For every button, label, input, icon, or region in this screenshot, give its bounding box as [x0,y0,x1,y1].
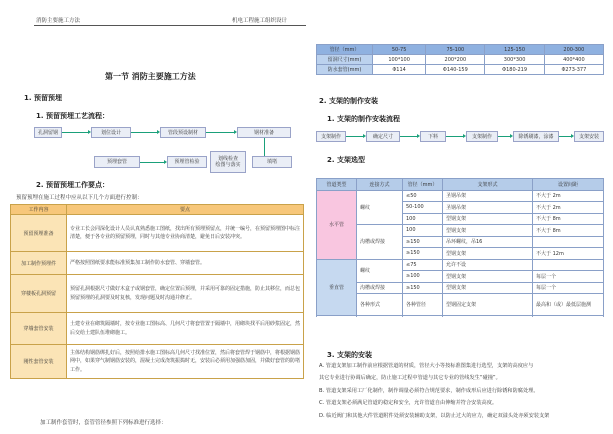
dn-cell: ≤75 [403,259,443,271]
pipe-cell: 400*400 [544,55,603,65]
form-cell: 型钢支架 [443,271,533,283]
work-row-value: 主体结构钢筋绑扎好后，按照给排水施工图标高几何尺寸找准位置，然后将套管焊于钢筋中，将根据钢筋网中，如果穿气制钢筋安装的，混凝土完成浇筑振捣时无，安装后必须用加强筋加固，并做好套管的防堵工作。 [67,345,304,379]
bottom-note: 加工制作套管时，套管管径参照下列标准进行选择： [40,420,167,426]
gap-cell: 不大于 8m [533,225,604,237]
support-header: 支架形式 [443,179,533,191]
form-cell: 允许不设 [443,259,533,271]
heading-flow: 1. 预留预埋工艺流程： [36,112,109,120]
flow-box-4: 钢材准备 [237,127,291,138]
form-cell: 型钢支架 [443,225,533,237]
support-header: 设置间距 [533,179,604,191]
conn-cell: 各种形式 [357,294,403,316]
heading-selection: 2. 支架选型 [327,156,365,164]
pipe-type-cell: 水平管 [317,190,357,259]
pipe-row-key: 留洞尺寸(mm) [317,55,373,65]
header-center-text: 机电工程施工组织设计 [232,18,288,24]
conn-cell: 螺纹 [357,259,403,282]
work-row-value: 严格按照图纸要求能标准预集加工制作防水套管、穿墙套管。 [67,252,304,275]
form-cell: 圣钢吊架 [443,202,533,214]
dn-cell: ≤50 [403,190,443,202]
support-flow-box: 除锈刷漆，涂漆 [513,131,559,142]
pipe-cell: Φ140-159 [426,65,485,75]
points-intro: 预留预埋在施工过程中应从以下几个方面进行控制： [16,195,143,201]
pipe-cell: Φ114 [373,65,426,75]
form-cell: 型钢支架 [443,248,533,260]
heading-support-flow: 1. 支架的制作安装流程 [327,115,400,123]
install-item: B. 管道支架采用工厂化制作，制作调量必须符合规范要求，制作成形后应进行除锈和防腐处理。 [319,387,539,394]
dn-cell: 各种管径 [403,294,443,316]
work-row-key: 加工制作预埋件 [11,252,67,275]
flow-box-6: 预埋管检验 [167,156,207,168]
conn-cell: 螺纹 [357,190,403,225]
work-row-key: 穿楼板孔洞预留 [11,275,67,313]
work-row-key: 刚性套管安装 [11,345,67,379]
flow-box-2: 划位设计 [91,127,131,138]
form-cell: 吊环螺纹，吊16 [443,236,533,248]
pipe-cell: 125-150 [485,45,544,55]
support-flow-box: 支架安装 [574,131,604,142]
gap-cell [533,236,604,248]
install-item: D. 临近阀门和其他大件管道附件处须安装辅助支架，以防止过大的应力，确定双溢头处亦须安装支架 [319,412,550,419]
dn-cell: ≥150 [403,248,443,260]
gap-cell: 不大于 12m [533,248,604,260]
work-row-key: 预留预埋准备 [11,215,67,252]
gap-cell: 最高和（或）最低层施测 [533,294,604,316]
flow-arrow [498,136,510,137]
gap-cell: 不大于 2m [533,202,604,214]
support-selection-table [316,178,604,316]
section-title: 第一节 消防主要施工方法 [105,72,196,81]
header-left-text: 消防主要施工方法 [36,18,81,24]
flow-box-7: 划线检查 绘图与落实 [210,151,246,173]
work-row-value: 专业工长会同深化设计人员认真熟悉施工图纸，找出所有预埋预留点，并统一编号，在预留预埋图中标注清楚，便于各专业的预留预埋，同时与其他专业协商清楚，避免日后安装冲突。 [67,215,304,252]
support-flow-box: 下料 [420,131,446,142]
gap-cell: 每层一个 [533,271,604,283]
form-cell: 型钢固定支架 [443,294,533,316]
flow-arrow [131,132,157,133]
pipe-size-table [316,44,604,75]
dn-cell: 100 [403,225,443,237]
pipe-cell: 200*200 [426,55,485,65]
flow-box-1: 孔洞留钢 [34,127,62,138]
gap-cell: 不大于 8m [533,213,604,225]
flow-box-8: 填堵 [252,156,292,168]
support-header: 连接方式 [357,179,403,191]
install-item: A. 管道支架加工制作前应根据管道的材质，管径大小等按标准图集进行选型，支架的高度应与 [319,363,534,369]
form-cell: 型钢支架 [443,213,533,225]
work-row-value: 土建专业在砌筑隔墙时，按专业施工图标高、几何尺寸将套管置于隔墙中，用砌块找平后用砂浆固定，然后交给土建队伍堆砌施工。 [67,313,304,345]
work-table-header: 工作内容 [11,205,67,215]
install-item: 其它专业进行协调后确定，防止施工过程中管道与其它专业的管线发生“碰撞”。 [319,375,501,382]
work-table [10,204,304,379]
support-flow-box: 支架制作 [466,131,498,142]
pipe-cell: 200-300 [544,45,603,55]
gap-cell: 不大于 2m [533,190,604,202]
flow-box-3: 管段预设制材 [160,127,206,138]
heading-points: 2. 预留预埋工作要点： [36,181,109,189]
form-cell: 圣钢吊架 [443,190,533,202]
pipe-type-cell: 垂直管 [317,259,357,316]
heading-support: 2. 支架的制作安装 [319,97,378,105]
flow-arrow [346,136,363,137]
flow-arrow [446,136,463,137]
support-flow-box: 支架制作 [316,131,346,142]
support-header: 管径（mm） [403,179,443,191]
pipe-row-key: 防水套管(mm) [317,65,373,75]
pipe-cell: Φ273-377 [544,65,603,75]
pipe-cell: 300*300 [485,55,544,65]
flow-box-5: 预埋套管 [94,156,140,168]
heading-install: 3. 支架的安装 [327,351,372,359]
dn-cell: ≥150 [403,236,443,248]
heading-prebury: 1. 预留预埋 [24,94,62,102]
support-flowchart [316,129,606,145]
flow-arrow [140,162,164,163]
header-divider [34,25,306,26]
flow-arrow [62,132,88,133]
gap-cell [533,259,604,271]
dn-cell: 50-100 [403,202,443,214]
pipe-cell: 75-100 [426,45,485,55]
flow-arrow [559,136,571,137]
flow-arrow [264,138,265,156]
pipe-cell: 50-75 [373,45,426,55]
install-item: C. 管道支架必须满足管道的稳定和安全，允许管道自由伸缩并符合安装高度。 [319,400,498,407]
prebury-flowchart [34,123,304,177]
work-row-key: 穿墙套管安装 [11,313,67,345]
work-row-value: 预留孔洞根据尺寸做好木盒子或钢套管，确定位置后预埋，并采用可靠的固定措施，防止其移位，而总包预留预埋的孔洞要及时复核，发现问题及时沟通并修正。 [67,275,304,313]
support-header: 管道类型 [317,179,357,191]
pipe-row-key: 管径（mm） [317,45,373,55]
conn-cell: 沟槽或焊接 [357,225,403,260]
flow-arrow [400,136,417,137]
dn-cell: ≥100 [403,271,443,283]
pipe-cell: Φ180-219 [485,65,544,75]
form-cell: 型钢支架 [443,282,533,294]
conn-cell: 沟槽或焊接 [357,282,403,294]
gap-cell: 每层一个 [533,282,604,294]
work-table-header: 要点 [67,205,304,215]
page-header [0,0,613,26]
dn-cell: 100 [403,213,443,225]
pipe-cell: 100*100 [373,55,426,65]
support-flow-box: 确定尺寸 [366,131,400,142]
dn-cell: ≥150 [403,282,443,294]
install-list [319,360,605,422]
flow-arrow [206,132,234,133]
